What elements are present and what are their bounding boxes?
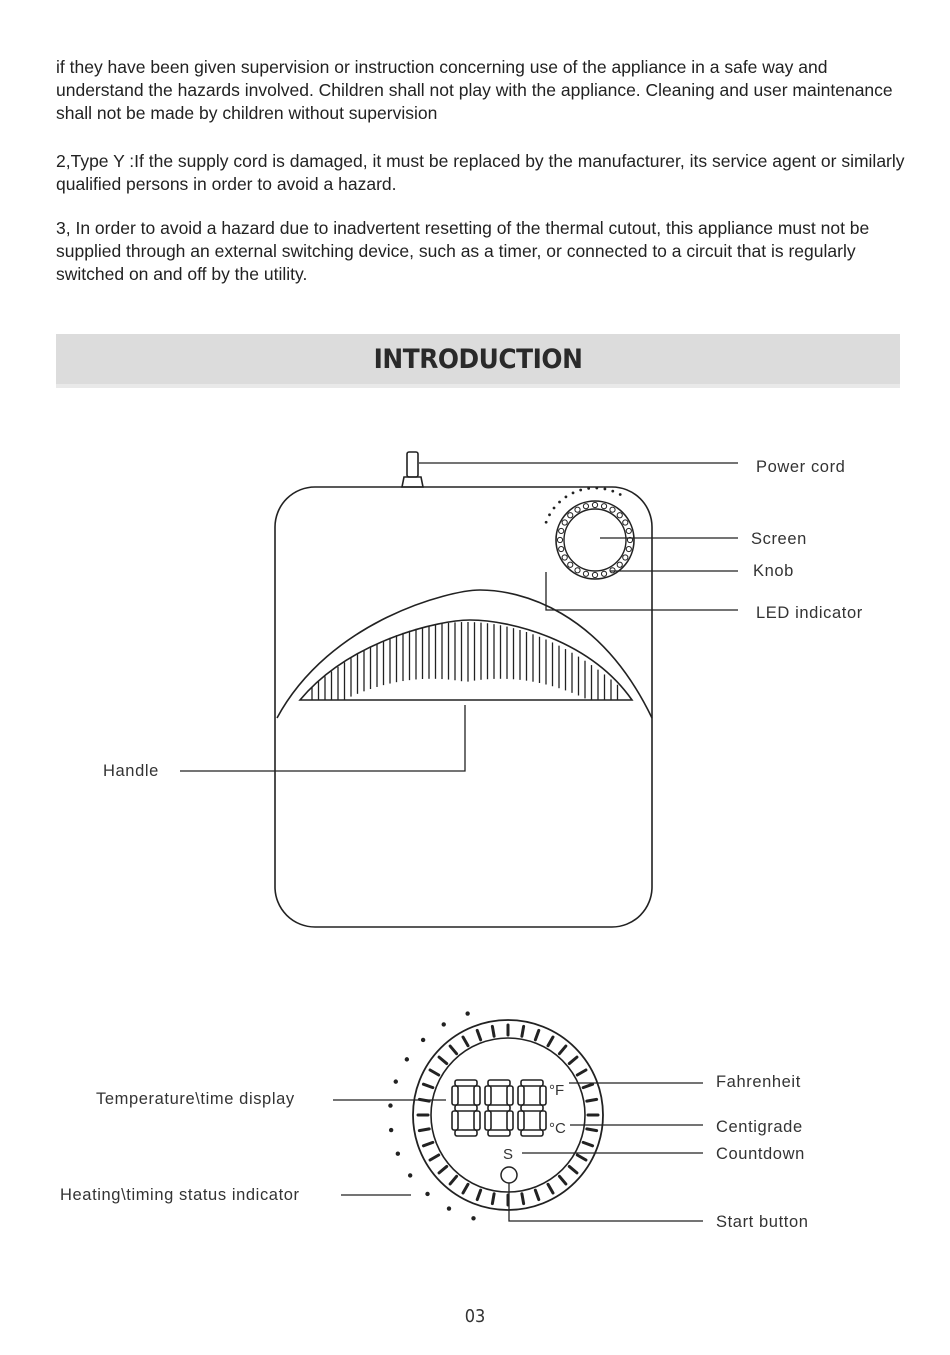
heating-status-dot [405,1057,409,1061]
panel-tick [492,1194,494,1204]
start-button[interactable] [501,1167,517,1183]
heating-status-dot [396,1152,400,1156]
segment-horizontal [455,1105,477,1111]
label-knob: Knob [753,562,794,580]
temperature-time-display [452,1080,546,1136]
panel-tick [559,1046,565,1054]
panel-tick [583,1084,592,1087]
panel-tick [419,1129,429,1131]
panel-tick [535,1030,538,1039]
label-fahrenheit: Fahrenheit [716,1073,801,1091]
panel-tick [463,1037,468,1046]
heating-status-dots [388,1011,475,1220]
panel-tick [548,1037,553,1046]
label-handle: Handle [103,762,159,780]
panel-tick [439,1166,447,1172]
segment-vertical [507,1086,513,1105]
heating-status-dot [388,1103,392,1107]
panel-tick [492,1026,494,1036]
segment-horizontal [488,1080,510,1086]
label-centigrade: Centigrade [716,1118,803,1136]
panel-tick [450,1176,456,1184]
segment-vertical [540,1086,546,1105]
panel-outer-ring [413,1020,603,1210]
segment-horizontal [488,1130,510,1136]
heating-status-dot [408,1173,412,1177]
panel-tick [522,1194,524,1204]
segment-vertical [485,1086,491,1105]
label-start-button: Start button [716,1213,809,1231]
panel-tick [477,1030,480,1039]
panel-tick [439,1057,447,1063]
fahrenheit-symbol: °F [549,1082,565,1099]
panel-tick [577,1155,586,1160]
segment-vertical [540,1111,546,1130]
heating-status-dot [389,1128,393,1132]
heating-status-dot [421,1038,425,1042]
panel-tick [569,1057,577,1063]
segment-horizontal [455,1130,477,1136]
label-screen: Screen [751,530,807,548]
panel-inner-ring [431,1038,585,1192]
panel-tick [430,1155,439,1160]
label-temp-time-display: Temperature\time display [96,1090,295,1108]
segment-vertical [518,1111,524,1130]
segment-horizontal [455,1080,477,1086]
panel-tick [423,1084,432,1087]
panel-tick [430,1070,439,1075]
segment-vertical [474,1086,480,1105]
panel-tick [559,1176,565,1184]
segment-vertical [507,1111,513,1130]
segment-vertical [452,1111,458,1130]
segment-vertical [452,1086,458,1105]
paragraph-thermal-cutout: 3, In order to avoid a hazard due to inadvertent resetting of the thermal cutout, this appliance must not be supplied through an external switching device, such as a timer, or connected to a circuit that is regularly switched on and off by the utility. [56,218,870,284]
label-led-indicator: LED indicator [756,604,863,622]
label-power-cord: Power cord [756,458,846,476]
panel-tick [450,1046,456,1054]
heating-status-dot [425,1192,429,1196]
panel-tick [477,1190,480,1199]
label-heating-timing-status: Heating\timing status indicator [60,1186,300,1204]
segment-vertical [518,1086,524,1105]
heating-status-dot [447,1206,451,1210]
panel-tick [535,1190,538,1199]
section-title: INTRODUCTION [373,344,583,375]
heating-status-dot [465,1011,469,1015]
panel-tick [587,1129,597,1131]
celsius-symbol: °C [549,1120,566,1137]
segment-vertical [474,1111,480,1130]
paragraph-type-y: 2,Type Y :If the supply cord is damaged, it must be replaced by the manufacturer, its service agent or similarly qualified persons in order to avoid a hazard. [56,151,905,194]
label-countdown: Countdown [716,1145,805,1163]
countdown-symbol: S [503,1146,514,1163]
panel-tick [577,1070,586,1075]
panel-ticks [418,1025,598,1205]
panel-tick [569,1166,577,1172]
heating-status-dot [394,1079,398,1083]
heating-status-dot [442,1022,446,1026]
panel-tick [587,1099,597,1101]
panel-tick [522,1026,524,1036]
paragraph-supervision: if they have been given supervision or instruction concerning use of the appliance in a safe way and understand the hazards involved. Children shall not play with the appliance. Cleaning and user maintenance shall not be made by children without supervision [56,57,893,123]
segment-horizontal [521,1080,543,1086]
panel-tick [583,1142,592,1145]
segment-horizontal [521,1130,543,1136]
page-number: 03 [464,1306,486,1327]
panel-tick [463,1184,468,1193]
panel-tick [423,1142,432,1145]
panel-tick [548,1184,553,1193]
segment-horizontal [521,1105,543,1111]
heating-status-dot [471,1216,475,1220]
leader-start-button [509,1183,703,1221]
segment-vertical [485,1111,491,1130]
segment-horizontal [488,1105,510,1111]
